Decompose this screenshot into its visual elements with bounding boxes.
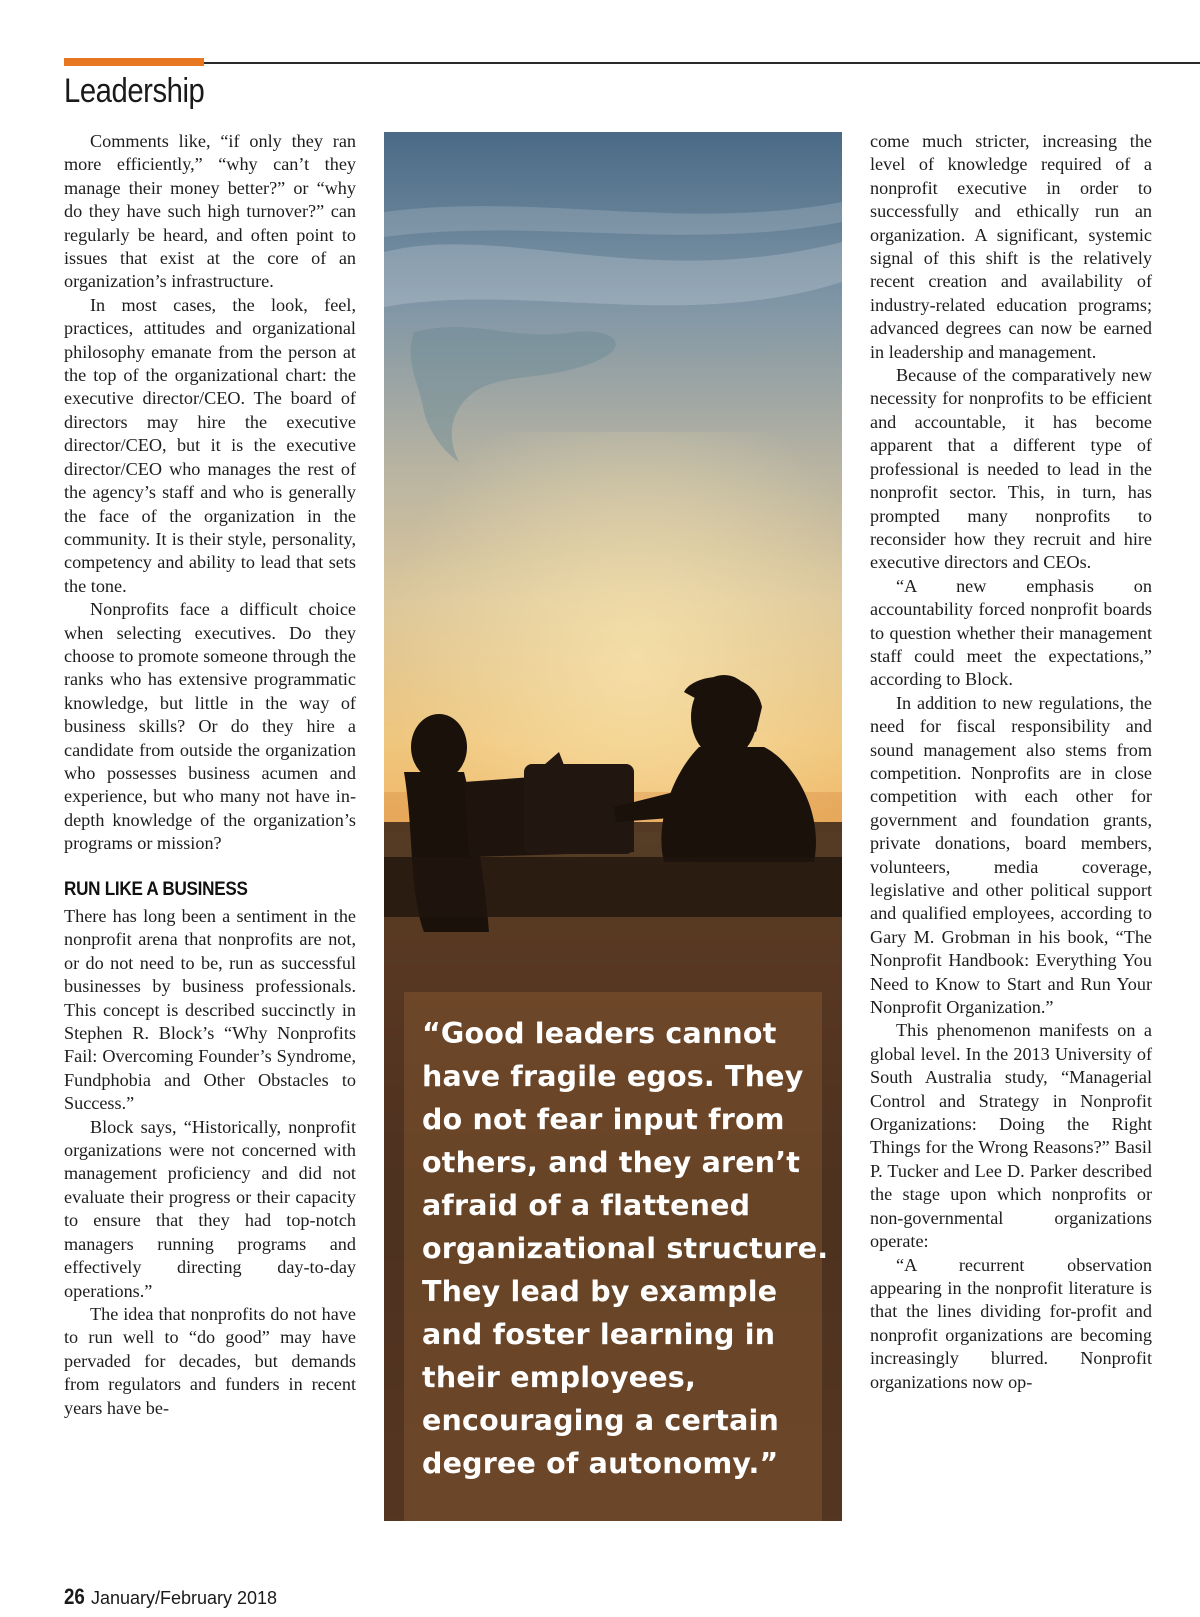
issue-date: January/February 2018 bbox=[90, 1588, 278, 1608]
body-paragraph: In addition to new regulations, the need for fiscal responsibility and sound management also stems from competition. Nonprofits are in close competition with each other for government and foundation grants, private donations, board members, volunteers, media coverage, legislative and other political support and qualified employees, according to Gary M. Grobman in his book, “The Nonprofit Handbook: Everything You Need to Know to Start and Run Your Nonprofit Organization.” bbox=[870, 692, 1152, 1018]
subheading: RUN LIKE A BUSINESS bbox=[64, 878, 248, 900]
sunset-silhouette-photo bbox=[384, 132, 842, 1521]
right-column bbox=[870, 130, 1152, 1394]
section-title: Leadership bbox=[64, 72, 205, 110]
body-paragraph: In most cases, the look, feel, practices, attitudes and organizational philosophy emanate from the person at the top of the organizational chart: the executive director/CEO. The board of directors may hire the executive director/CEO, but it is the executive director/CEO who manages the rest of the agency’s staff and who is generally the face of the organization in the community. It is their style, personality, competency and ability to lead that sets the tone. bbox=[64, 294, 356, 596]
body-paragraph: “A recurrent observation appearing in the nonprofit literature is that the lines dividing for-profit and nonprofit organizations are becoming increasingly blurred. Nonprofit organizations now op- bbox=[870, 1254, 1152, 1392]
body-paragraph: Block says, “Historically, nonprofit organizations were not concerned with management proficiency and did not evaluate their progress or their capacity to ensure that they had top-notch managers running programs and effectively directing day-to-day operations.” bbox=[64, 1116, 356, 1301]
page-footer bbox=[64, 1584, 277, 1610]
body-paragraph: come much stricter, increasing the level of knowledge required of a nonprofit executive in order to successfully and ethically run an organization. A significant, systemic signal of this shift is the relatively recent creation and availability of industry-related education programs; advanced degrees can now be earned in leadership and management. bbox=[870, 131, 1152, 362]
left-column bbox=[64, 130, 356, 1420]
body-paragraph: Because of the comparatively new necessity for nonprofits to be efficient and accountable, it has become apparent that a different type of professional is needed to lead in the nonprofit sector. This, in turn, has prompted many nonprofits to reconsider how they recruit and hire executive directors and CEOs. bbox=[870, 365, 1152, 573]
pull-quote: “Good leaders cannot have fragile egos. They do not fear input from others, and they aren’t afraid of a flattened organizational structure. They lead by example and foster learning in their employees, encouraging a certain degree of autonomy.” bbox=[422, 1017, 829, 1480]
page-number: 26 bbox=[64, 1584, 85, 1609]
body-paragraph: There has long been a sentiment in the nonprofit arena that nonprofits are not, or do not need to be, run as successful businesses by business professionals. This concept is described succinctly in Stephen R. Block’s “Why Nonprofits Fail: Overcoming Founder’s Syndrome, Fundphobia and Other Obstacles to Success.” bbox=[64, 906, 356, 1114]
body-paragraph: Comments like, “if only they ran more efficiently,” “why can’t they manage their money better?” or “why do they have such high turnover?” can regularly be heard, and often point to issues that exist at the core of an organization’s infrastructure. bbox=[64, 131, 356, 292]
header-accent-rule bbox=[64, 58, 204, 66]
body-paragraph: This phenomenon manifests on a global level. In the 2013 University of South Australia study, “Managerial Control and Strategy in Nonprofit Organizations: Doing the Right Things for the Wrong Reasons?” Basil P. Tucker and Lee D. Parker described the stage upon which nonprofits or non-governmental organizations operate: bbox=[870, 1020, 1152, 1252]
header-rule bbox=[204, 62, 1200, 64]
body-paragraph: Nonprofits face a difficult choice when selecting executives. Do they choose to promote someone through the ranks who has extensive programmatic knowledge, but little in the way of business skills? Or do they hire a candidate from outside the organization who possesses business acumen and experience, but who many not have in-depth knowledge of the organization’s programs or mission? bbox=[64, 599, 356, 854]
body-paragraph: The idea that nonprofits do not have to run well to “do good” may have pervaded for decades, but demands from regulators and funders in recent years have be- bbox=[64, 1303, 356, 1418]
body-paragraph: “A new emphasis on accountability forced nonprofit boards to question whether their management staff could meet the expectations,” according to Block. bbox=[870, 575, 1152, 690]
